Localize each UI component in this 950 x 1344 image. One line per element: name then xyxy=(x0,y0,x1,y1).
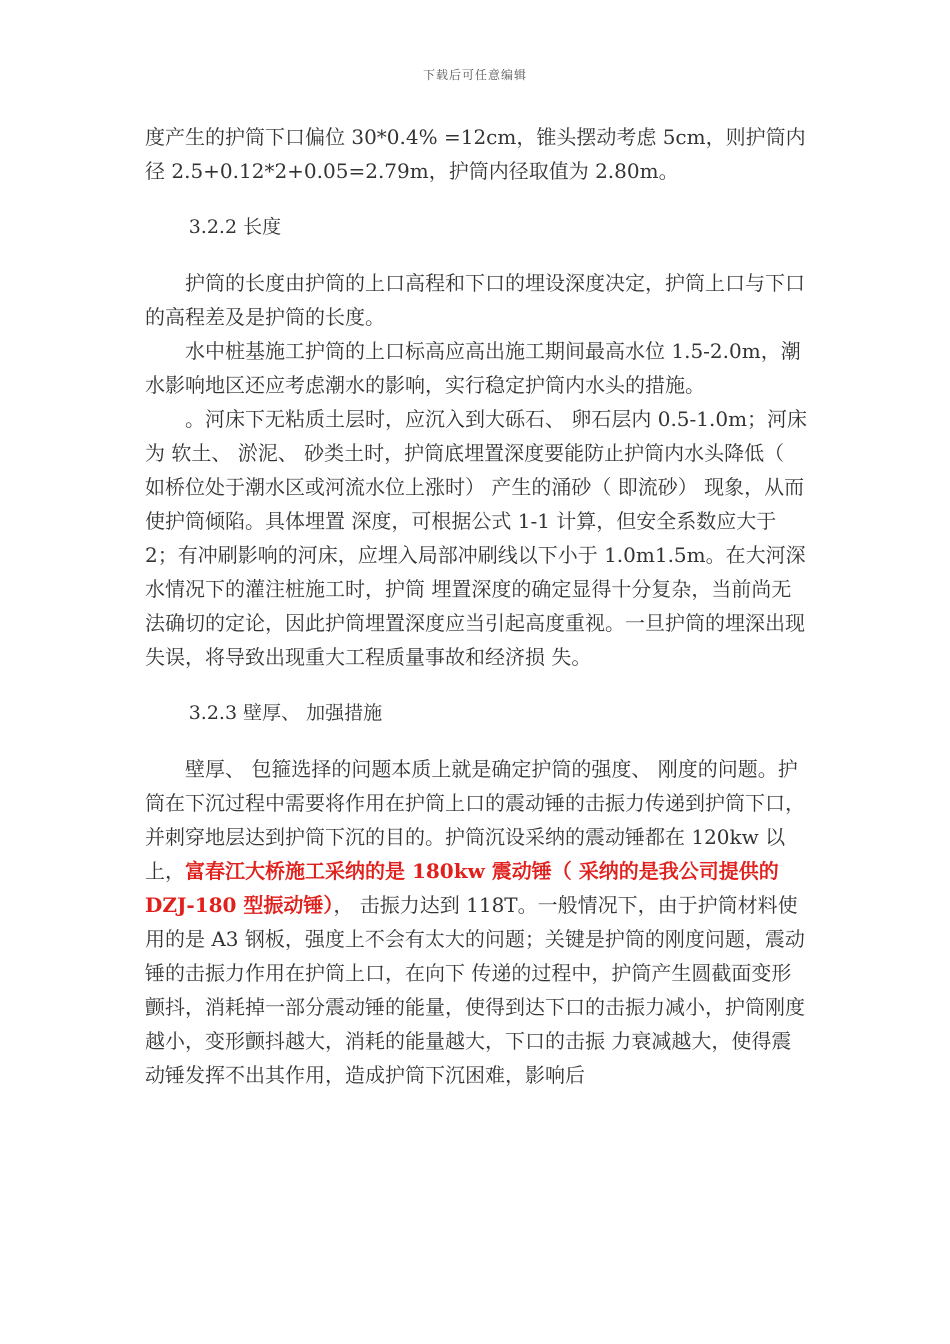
highlighted-red-text: 富春江大桥施工采纳的是 180kw 震动锤（ 采纳的是我公司提供的 DZJ-180 型振动锤） xyxy=(145,859,779,917)
paragraph-5-text-b: ， 击振力达到 118T。一般情况下，由于护筒材料使用的是 A3 钢板，强度上不会有太大的问题；关键是护筒的刚度问题，震动锤的击振力作用在护筒上口，在向下 传递的过程中，护筒产生圆截面变形颤抖，消耗掉一部分震动锤的能量，使得到达下口的击振力减小，护筒刚度越小，变形颤抖越大，消耗的能量越大，下口的击振 力衰减越大，使得震动锤发挥不出其作用，造成护筒下沉困难，影响后 xyxy=(145,893,805,1087)
page-header: 下载后可任意编辑 xyxy=(422,68,527,82)
document-body xyxy=(145,120,810,1092)
section-heading-3-2-3: 3.2.3 壁厚、 加强措施 xyxy=(188,702,383,724)
paragraph-4: 。河床下无粘质土层时，应沉入到大砾石、 卵石层内 0.5-1.0m；河床为 软土、 淤泥、 砂类土时，护筒底埋置深度要能防止护筒内水头降低（ 如桥位处于潮水区或河流水位上涨时） 产生的涌砂（ 即流砂） 现象，从而使护筒倾陷。具体埋置 深度，可根据公式 1-1 计算，但安全系数应大于 2；有冲刷影响的河床，应埋入局部冲刷线以下小于 1.0m1.5m。在大河深水情况下的灌注桩施工时，护筒 埋置深度的确定显得十分复杂，当前尚无法确切的定论，因此护筒埋置深度应当引起高度重视。一旦护筒的埋深出现失误，将导致出现重大工程质量事故和经济损 失。 xyxy=(145,407,808,669)
paragraph-1: 度产生的护筒下口偏位 30*0.4% =12cm，锥头摆动考虑 5cm，则护筒内径 2.5+0.12*2+0.05=2.79m，护筒内径取值为 2.80m。 xyxy=(145,125,806,183)
paragraph-5-text-a: 壁厚、 包箍选择的问题本质上就是确定护筒的强度、 刚度的问题。护筒在下沉过程中需要将作用在护筒上口的震动锤的击振力传递到护筒下口，并刺穿地层达到护筒下沉的目的。护筒沉设采纳的震动锤都在 120kw 以上， xyxy=(145,757,805,883)
paragraph-5 xyxy=(145,752,810,1092)
paragraph-2: 护筒的长度由护筒的上口高程和下口的埋设深度决定，护筒上口与下口的高程差及是护筒的长度。 xyxy=(145,271,805,329)
section-heading-3-2-2: 3.2.2 长度 xyxy=(188,216,282,238)
paragraph-3: 水中桩基施工护筒的上口标高应高出施工期间最高水位 1.5-2.0m，潮水影响地区还应考虑潮水的影响，实行稳定护筒内水头的措施。 xyxy=(145,339,801,397)
